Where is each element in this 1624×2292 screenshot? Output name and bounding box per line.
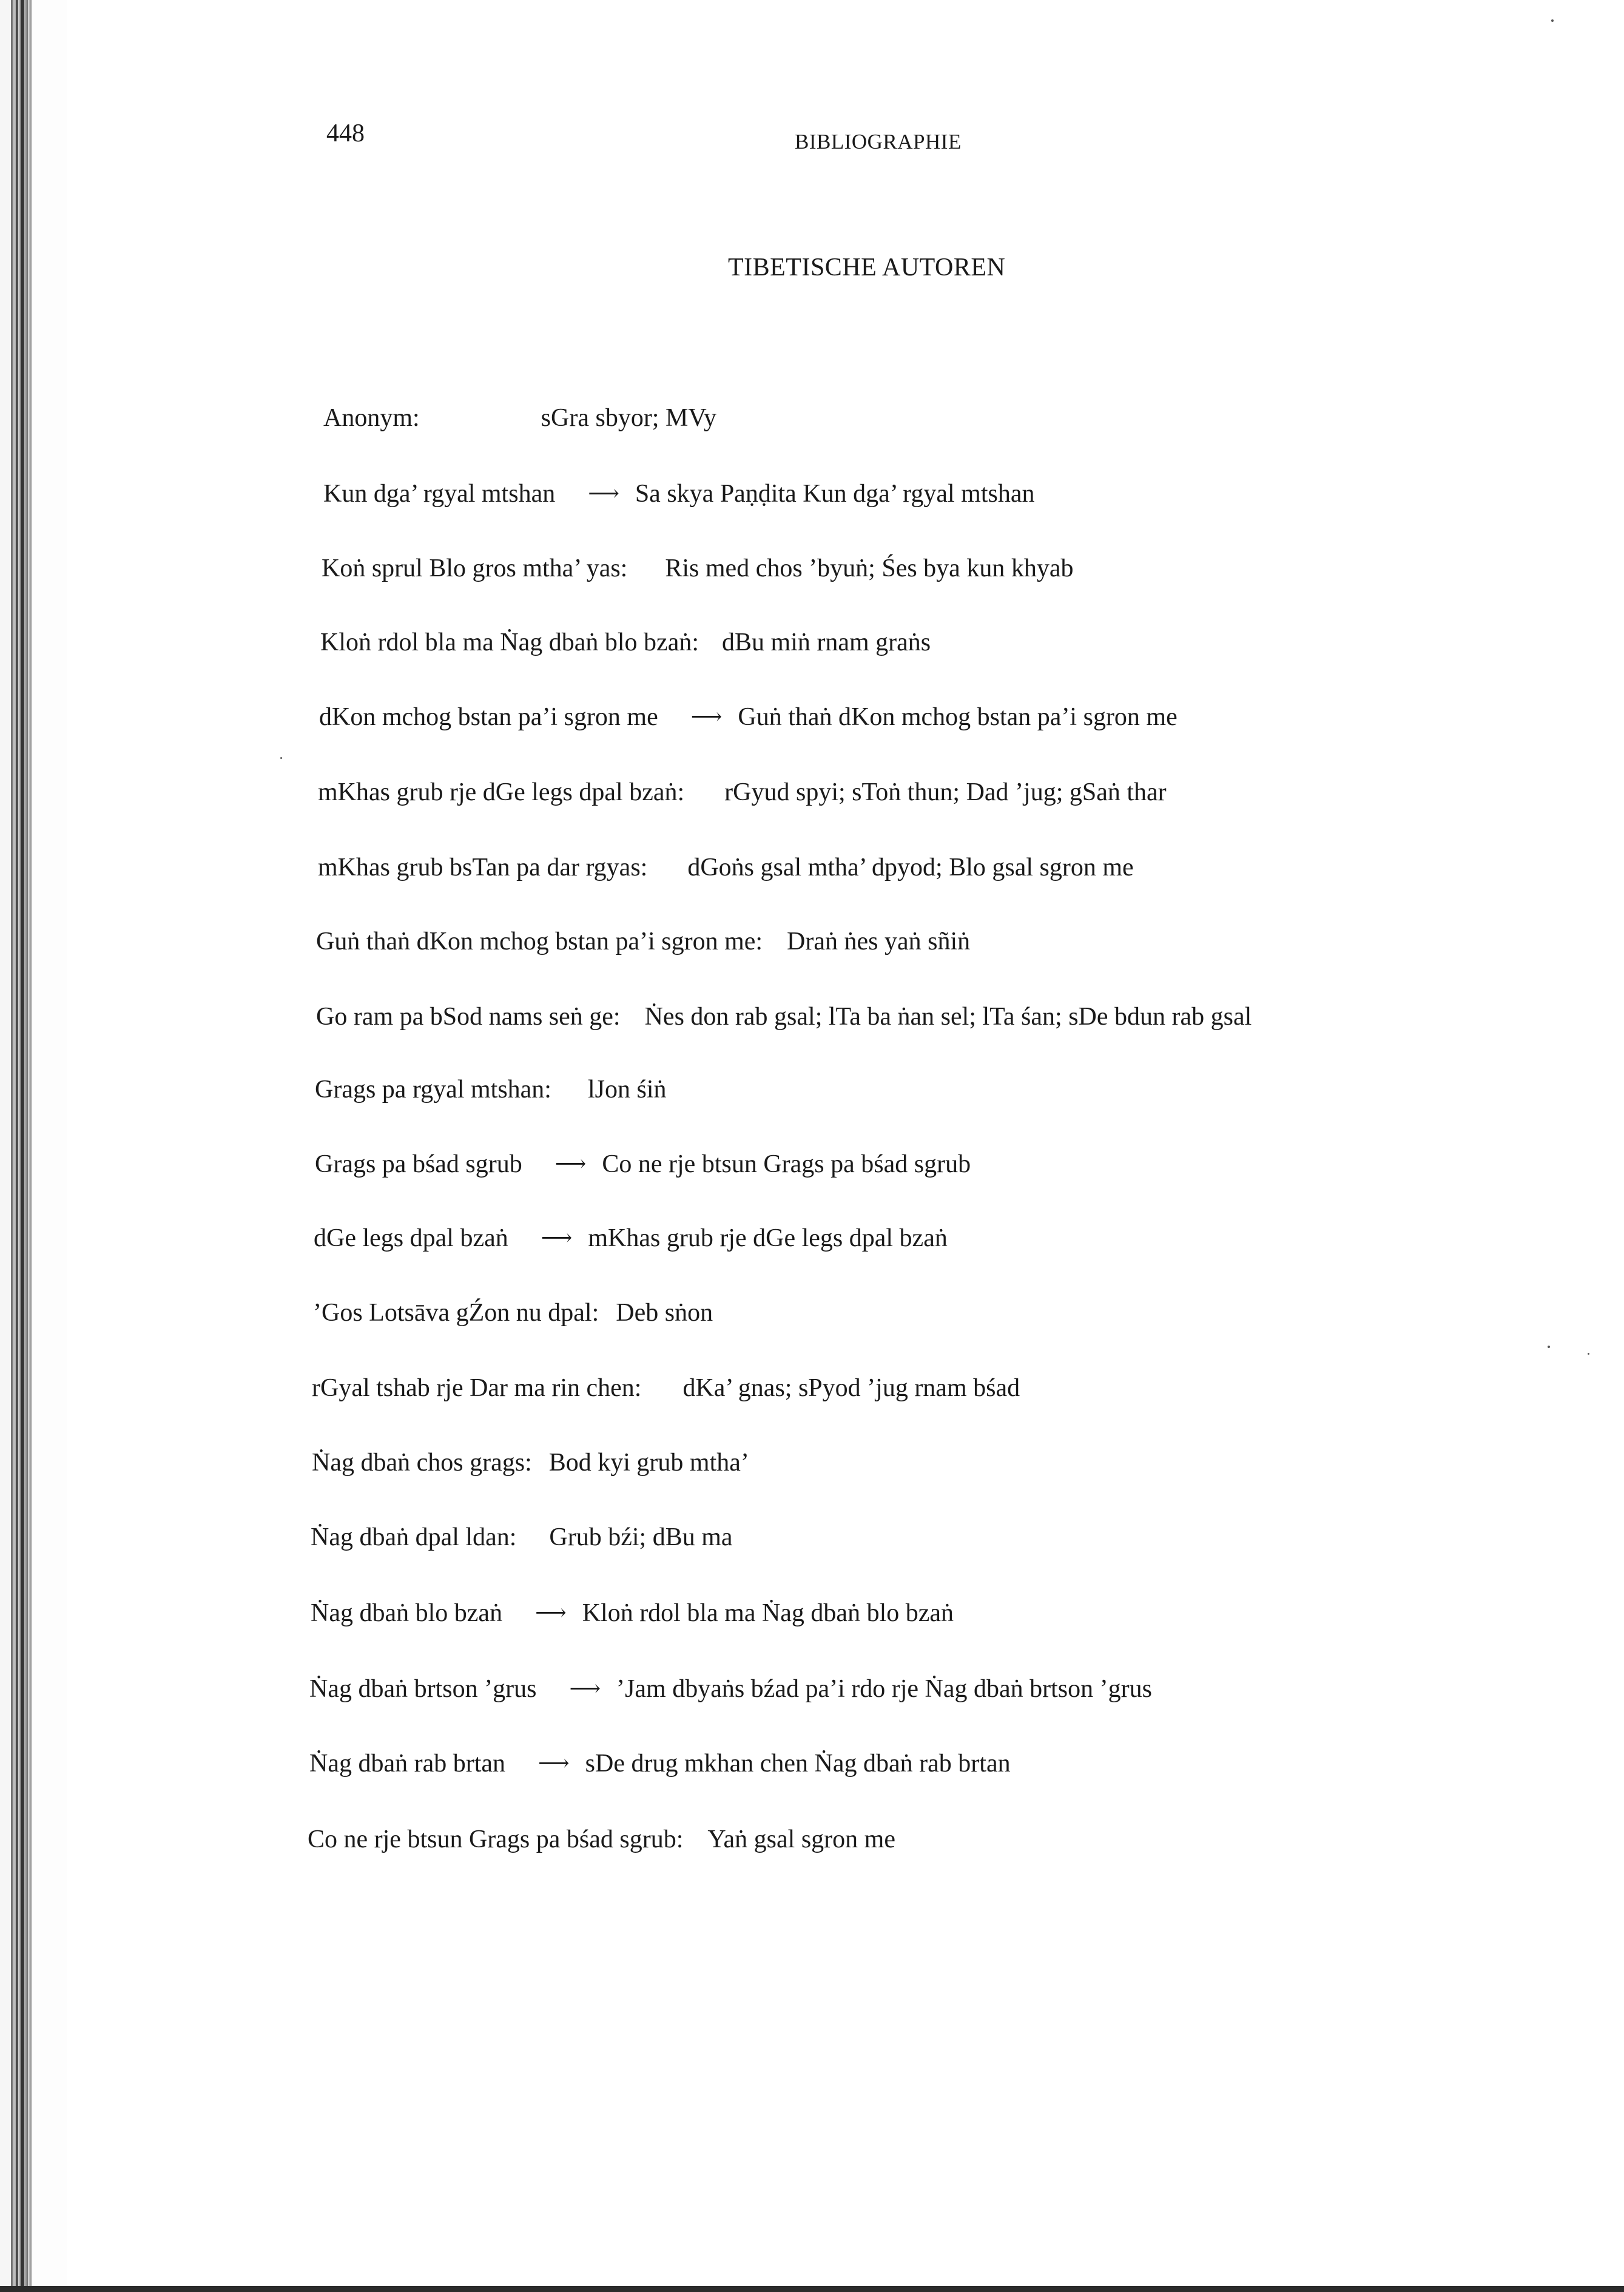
- entry-author: mKhas grub bsTan pa dar rgyas:: [318, 854, 648, 881]
- entry-reference: ’Jam dbyaṅs bźad pa’i rdo rje Ṅag dbaṅ brtson ’grus: [616, 1675, 1152, 1703]
- entry-row: [311, 1523, 733, 1552]
- entry-author: Co ne rje btsun Grags pa bśad sgrub:: [308, 1825, 684, 1853]
- entry-author: Guṅ thaṅ dKon mchog bstan pa’i sgron me:: [316, 928, 763, 956]
- entry-works: rGyud spyi; sToṅ thun; Dad ’jug; gSaṅ thar: [724, 778, 1167, 806]
- see-arrow-icon: ⟶: [569, 1676, 601, 1700]
- scan-speck: [1588, 1353, 1589, 1355]
- scan-speck: [1551, 19, 1554, 22]
- entry-row: [312, 1374, 1020, 1403]
- page-number: 448: [326, 120, 365, 147]
- entry-row: [323, 403, 716, 433]
- entry-row: [313, 1298, 713, 1327]
- entry-author: Ṅag dbaṅ brtson ’grus: [309, 1675, 537, 1703]
- entry-row: [308, 1825, 895, 1854]
- entry-row: [318, 778, 1167, 807]
- entry-row: [320, 628, 931, 657]
- entry-row: [309, 1749, 1011, 1778]
- scan-speck: [1548, 1346, 1550, 1348]
- entry-reference: Sa skya Paṇḍita Kun dga’ rgyal mtshan: [635, 480, 1035, 508]
- entry-works: Draṅ ṅes yaṅ sñiṅ: [787, 928, 971, 956]
- entry-reference: sDe drug mkhan chen Ṅag dbaṅ rab brtan: [585, 1750, 1011, 1778]
- entry-author: mKhas grub rje dGe legs dpal bzaṅ:: [318, 778, 685, 806]
- see-arrow-icon: ⟶: [538, 1751, 570, 1775]
- entry-row: [316, 1002, 1252, 1031]
- see-arrow-icon: ⟶: [588, 481, 619, 505]
- running-head: BIBLIOGRAPHIE: [795, 130, 962, 153]
- section-title: TIBETISCHE AUTOREN: [728, 254, 1006, 281]
- entry-reference: mKhas grub rje dGe legs dpal bzaṅ: [588, 1224, 948, 1252]
- entry-reference: Co ne rje btsun Grags pa bśad sgrub: [602, 1150, 971, 1178]
- entry-row: [314, 1224, 948, 1253]
- entry-row: [315, 1075, 667, 1104]
- entry-works: dKa’ gnas; sPyod ’jug rnam bśad: [682, 1374, 1020, 1402]
- book-binding-edge: [0, 0, 67, 2292]
- scan-bottom-edge: [0, 2286, 1624, 2292]
- entry-works: lJon śiṅ: [587, 1076, 667, 1104]
- entry-row: [315, 1150, 971, 1179]
- see-arrow-icon: ⟶: [690, 704, 723, 729]
- entry-works: Bod kyi grub mtha’: [548, 1449, 749, 1477]
- entry-row: [319, 703, 1178, 732]
- scan-speck: [280, 757, 282, 759]
- entry-author: Grags pa bśad sgrub: [315, 1150, 522, 1178]
- see-arrow-icon: ⟶: [535, 1600, 567, 1625]
- entry-author: Ṅag dbaṅ blo bzaṅ: [311, 1599, 503, 1627]
- see-arrow-icon: ⟶: [541, 1225, 573, 1250]
- entry-works: Yaṅ gsal sgron me: [707, 1825, 895, 1853]
- entry-row: [311, 1599, 954, 1628]
- entry-works: sGra sbyor; MVy: [541, 404, 716, 432]
- entry-works: Grub bźi; dBu ma: [549, 1523, 733, 1551]
- entry-author: Ṅag dbaṅ rab brtan: [309, 1750, 506, 1778]
- entry-row: [316, 927, 970, 956]
- entry-row: [323, 479, 1035, 508]
- entry-author: ’Gos Lotsāva gŹon nu dpal:: [313, 1299, 599, 1327]
- see-arrow-icon: ⟶: [554, 1151, 587, 1176]
- entry-author: Koṅ sprul Blo gros mtha’ yas:: [322, 554, 628, 582]
- entry-author: Kun dga’ rgyal mtshan: [323, 480, 556, 508]
- entry-works: Ris med chos ’byuṅ; Śes bya kun khyab: [665, 554, 1074, 582]
- entry-author: dGe legs dpal bzaṅ: [314, 1224, 508, 1252]
- entry-author: dKon mchog bstan pa’i sgron me: [319, 703, 658, 731]
- entry-works: dBu miṅ rnam graṅs: [722, 629, 931, 656]
- entry-row: [318, 853, 1134, 882]
- entry-author: Kloṅ rdol bla ma Ṅag dbaṅ blo bzaṅ:: [320, 629, 699, 656]
- entry-works: Deb sṅon: [616, 1299, 713, 1327]
- entry-author: Ṅag dbaṅ chos grags:: [312, 1449, 532, 1477]
- entry-author: Anonym:: [323, 404, 420, 432]
- entry-row: [309, 1674, 1152, 1704]
- entry-author: Grags pa rgyal mtshan:: [315, 1076, 551, 1104]
- entry-author: rGyal tshab rje Dar ma rin chen:: [312, 1374, 642, 1402]
- entry-works: dGoṅs gsal mtha’ dpyod; Blo gsal sgron me: [687, 854, 1134, 881]
- entry-works: Ṅes don rab gsal; lTa ba ṅan sel; lTa śan; sDe bdun rab gsal: [644, 1003, 1252, 1031]
- entry-row: [322, 554, 1073, 583]
- entry-row: [312, 1448, 749, 1477]
- entry-author: Ṅag dbaṅ dpal ldan:: [311, 1523, 517, 1551]
- entry-reference: Guṅ thaṅ dKon mchog bstan pa’i sgron me: [738, 703, 1178, 731]
- entry-author: Go ram pa bSod nams seṅ ge:: [316, 1003, 621, 1031]
- entry-reference: Kloṅ rdol bla ma Ṅag dbaṅ blo bzaṅ: [582, 1599, 954, 1627]
